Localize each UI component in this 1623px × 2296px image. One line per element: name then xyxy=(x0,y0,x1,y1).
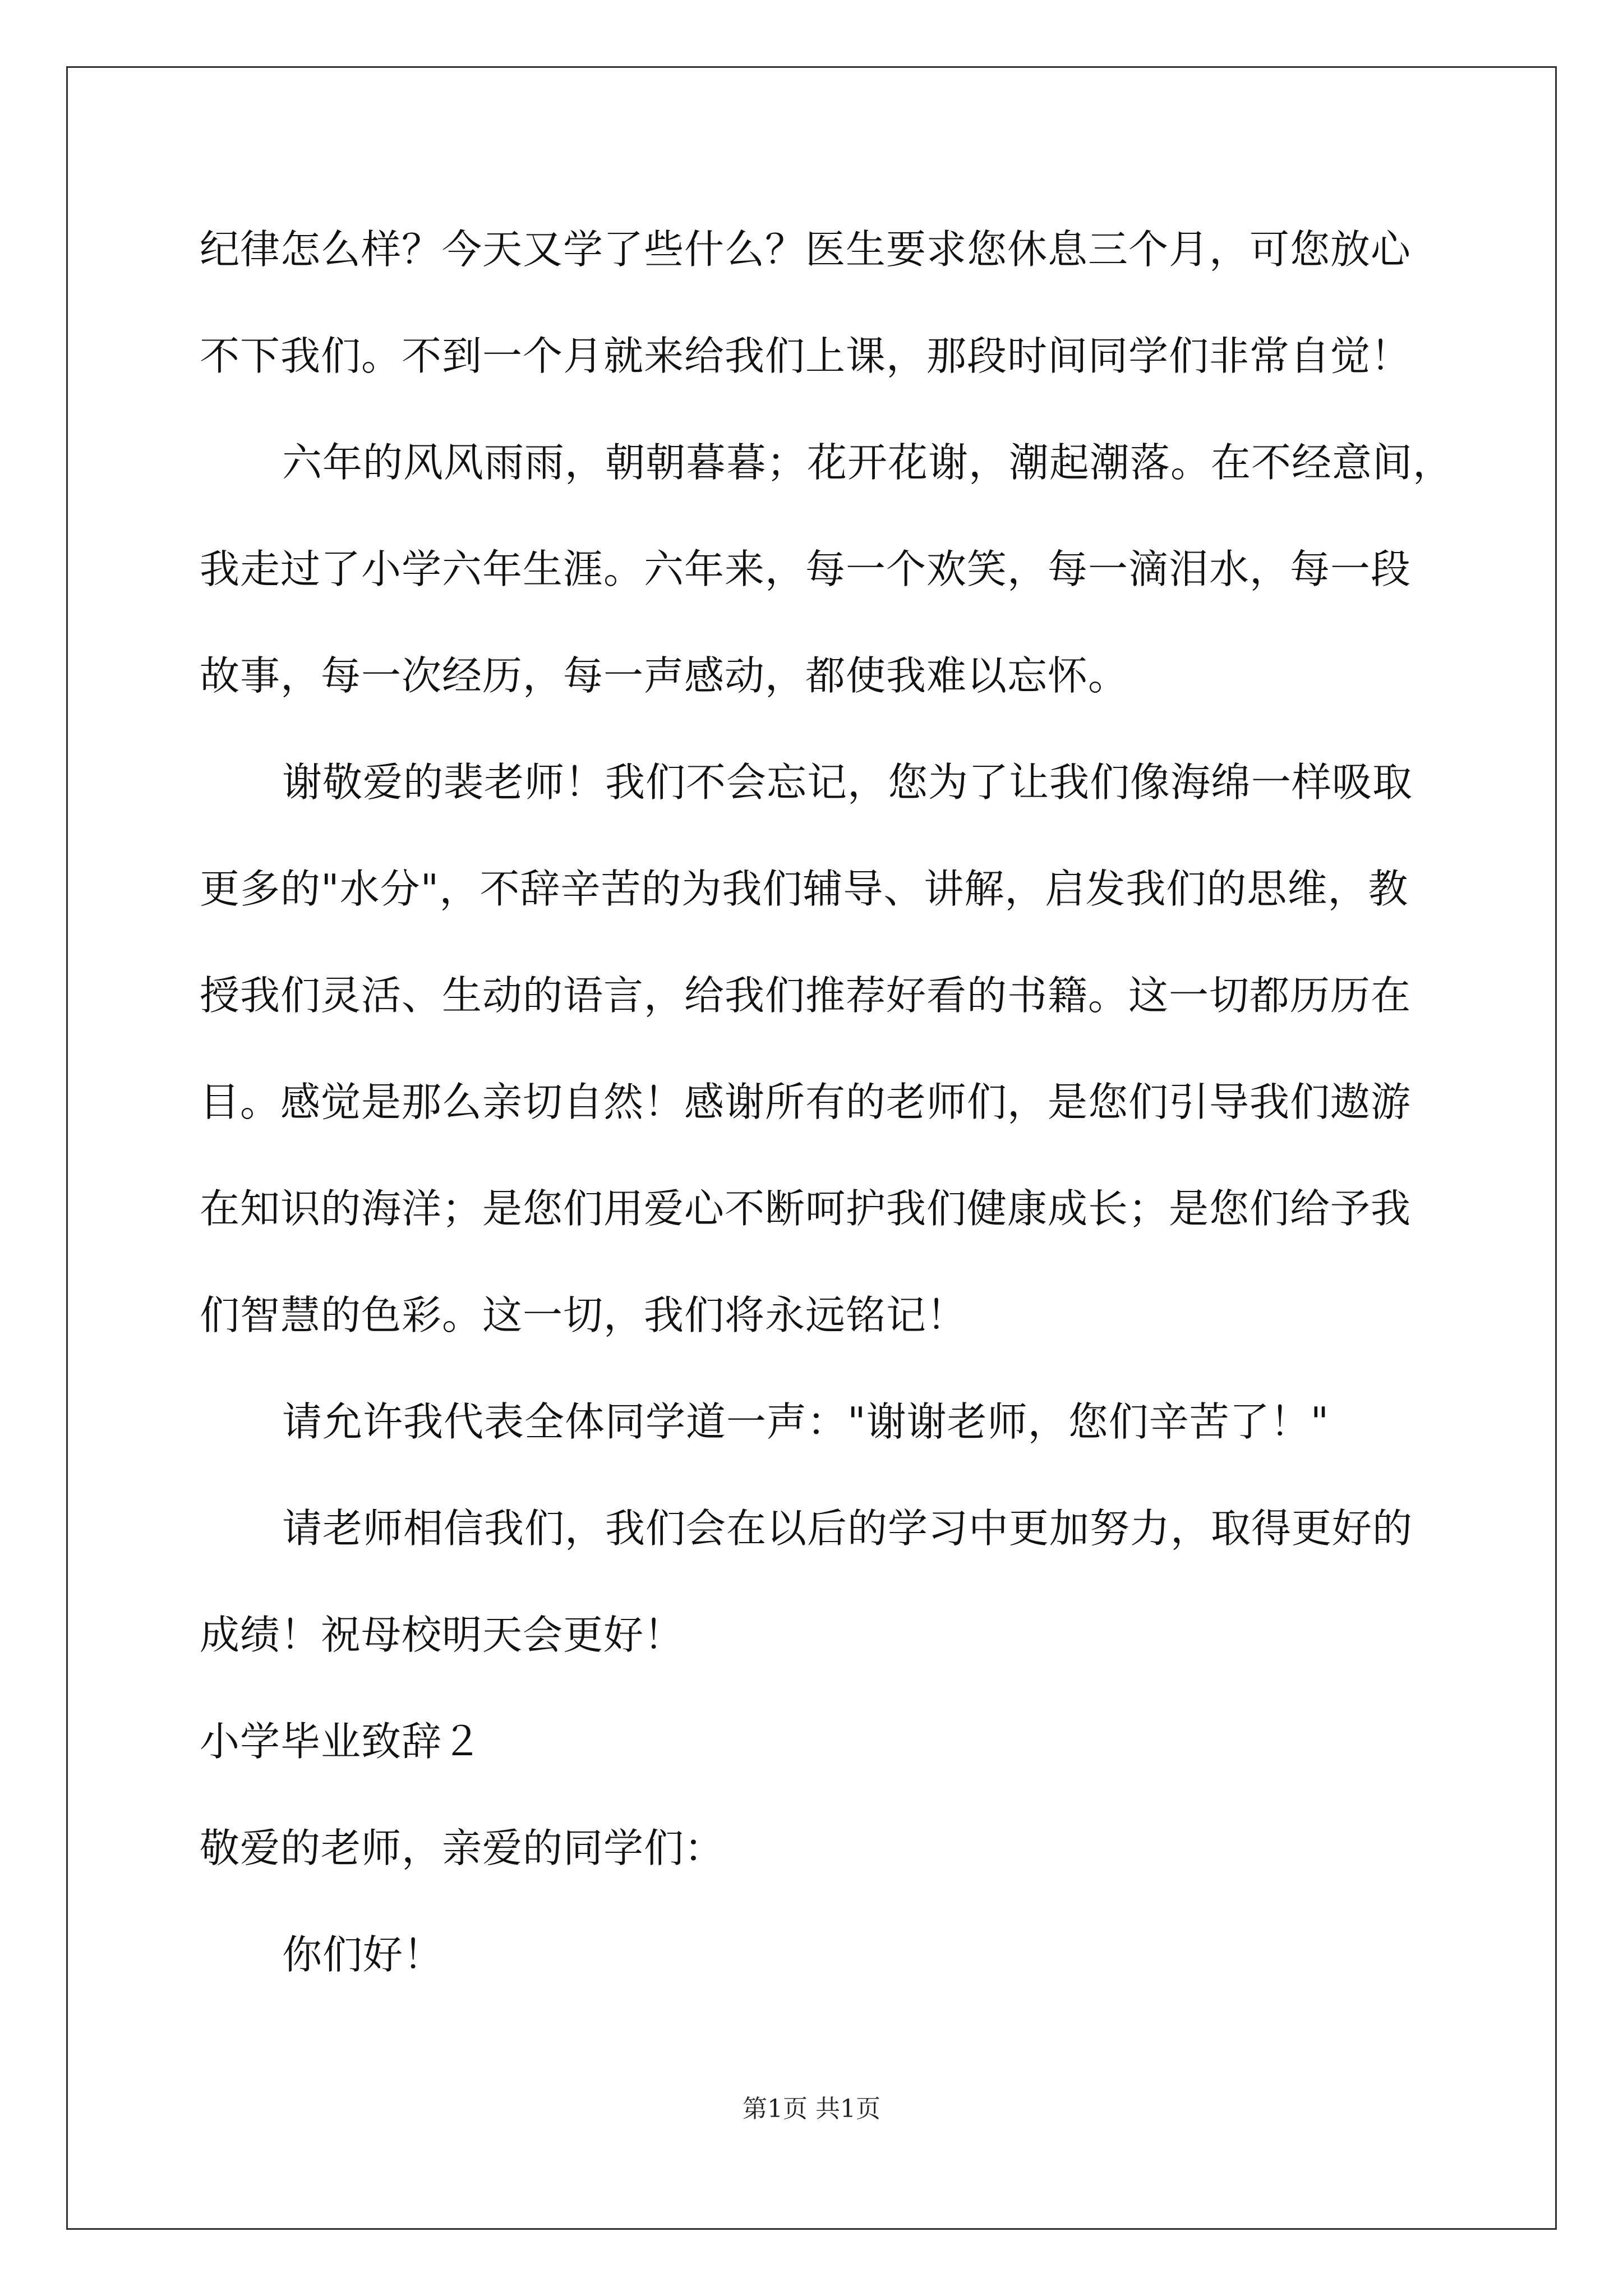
greeting-line: 你们好！ xyxy=(282,1931,444,1978)
body-line-9: 目。感觉是那么亲切自然！感谢所有的老师们，是您们引导我们遨游 xyxy=(200,1079,1412,1125)
body-line-4: 我走过了小学六年生涯。六年来，每一个欢笑，每一滴泪水，每一段 xyxy=(200,546,1412,592)
body-line-5: 故事，每一次经历，每一声感动，都使我难以忘怀。 xyxy=(200,652,1129,699)
page-footer: 第1页 共1页 xyxy=(743,2095,880,2123)
body-line-3: 六年的风风雨雨，朝朝暮暮；花开花谢，潮起潮落。在不经意间， xyxy=(282,439,1454,486)
body-line-6: 谢敬爱的裴老师！我们不会忘记，您为了让我们像海绵一样吸取 xyxy=(282,759,1413,806)
page-frame xyxy=(66,66,1557,2230)
body-line-14: 成绩！祝母校明天会更好！ xyxy=(200,1612,685,1658)
body-line-12: 请允许我代表全体同学道一声："谢谢老师，您们辛苦了！" xyxy=(282,1398,1330,1445)
section-heading: 小学毕业致辞２ xyxy=(200,1718,483,1765)
body-line-2: 不下我们。不到一个月就来给我们上课，那段时间同学们非常自觉！ xyxy=(200,333,1412,379)
body-line-1: 纪律怎么样？今天又学了些什么？医生要求您休息三个月，可您放心 xyxy=(200,226,1412,273)
body-line-8: 授我们灵活、生动的语言，给我们推荐好看的书籍。这一切都历历在 xyxy=(200,972,1412,1019)
body-line-13: 请老师相信我们，我们会在以后的学习中更加努力，取得更好的 xyxy=(282,1505,1413,1552)
body-line-11: 们智慧的色彩。这一切，我们将永远铭记！ xyxy=(200,1292,967,1338)
body-line-10: 在知识的海洋；是您们用爱心不断呵护我们健康成长；是您们给予我 xyxy=(200,1185,1412,1232)
body-line-7: 更多的"水分"，不辞辛苦的为我们辅导、讲解，启发我们的思维，教 xyxy=(200,866,1409,912)
salutation-line: 敬爱的老师，亲爱的同学们： xyxy=(200,1825,725,1871)
